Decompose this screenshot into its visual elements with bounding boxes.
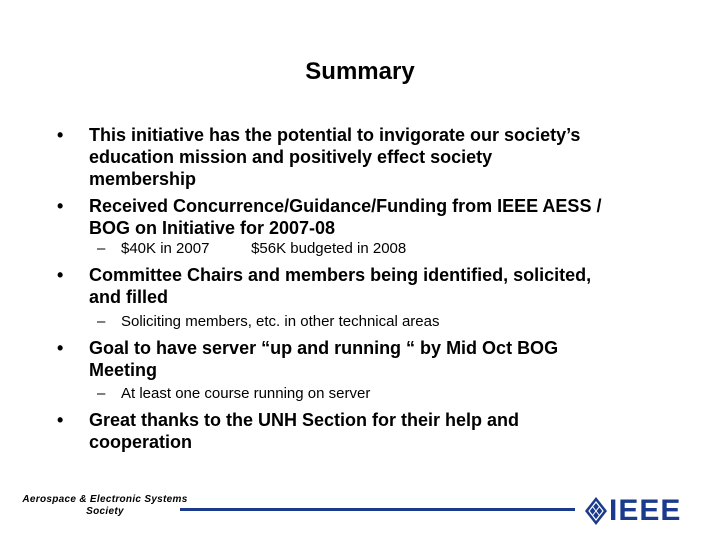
bullet-line: Received Concurrence/Guidance/Funding from IEEE AESS /	[89, 196, 602, 216]
ieee-logo-text: IEEE	[609, 494, 682, 527]
bullet-line: and filled	[89, 287, 169, 307]
slide-title: Summary	[305, 58, 415, 85]
ieee-logo	[583, 494, 703, 528]
bullet-line: Meeting	[89, 360, 158, 380]
bullet-dot: •	[57, 196, 64, 216]
bullet-line: Goal to have server “up and running “ by Mid Oct BOG	[89, 338, 559, 358]
sub-bullet-text: $40K in 2007 $56K budgeted in 2008	[121, 240, 407, 257]
footer-divider	[180, 508, 575, 511]
bullet-dot: •	[57, 410, 64, 430]
footer-society-name	[20, 494, 190, 518]
ieee-diamond-icon	[583, 494, 609, 528]
bullet-line: membership	[89, 169, 197, 189]
bullet-line: cooperation	[89, 432, 193, 452]
bullet-dot: •	[57, 125, 64, 145]
bullet-line: This initiative has the potential to invigorate our society’s	[89, 125, 581, 145]
bullet-dot: •	[57, 265, 64, 285]
bullet-line: Great thanks to the UNH Section for their help and	[89, 410, 520, 430]
sub-bullet-dash: –	[97, 240, 106, 257]
bullet-line: Committee Chairs and members being identified, solicited,	[89, 265, 592, 285]
footer-line-2: Society	[86, 506, 124, 517]
sub-bullet-text: At least one course running on server	[121, 385, 371, 402]
bullet-line: BOG on Initiative for 2007-08	[89, 218, 336, 238]
sub-bullet-text: Soliciting members, etc. in other technical areas	[121, 313, 440, 330]
sub-bullet-dash: –	[97, 385, 106, 402]
bullet-line: education mission and positively effect society	[89, 147, 493, 167]
bullet-dot: •	[57, 338, 64, 358]
sub-bullet-dash: –	[97, 313, 106, 330]
footer-line-1: Aerospace & Electronic Systems	[22, 494, 188, 505]
